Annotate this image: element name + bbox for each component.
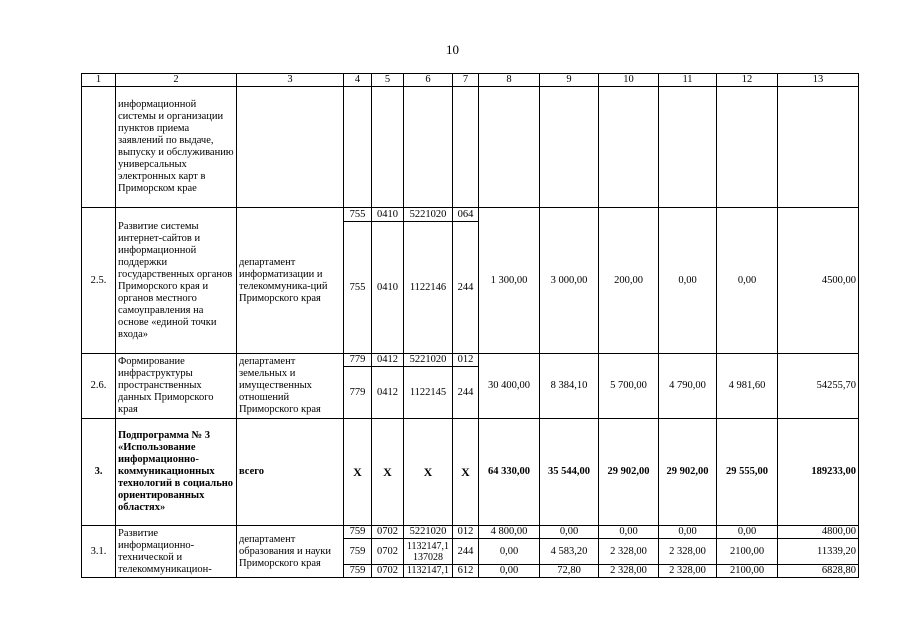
column-header: 3 xyxy=(237,74,344,87)
budget-table xyxy=(81,73,859,578)
value-cell: 8 384,10 xyxy=(540,354,599,419)
subprogram-name-cell: Подпрограмма № 3 «Использование информационно-коммуникационных технологий в социально ориентированных областях» xyxy=(116,419,237,526)
value-cell: 0,00 xyxy=(479,565,540,578)
column-header: 4 xyxy=(344,74,372,87)
column-header: 13 xyxy=(778,74,859,87)
code-cell: 5221020 xyxy=(404,208,453,222)
code-cell: 755 xyxy=(344,208,372,222)
column-header: 9 xyxy=(540,74,599,87)
code-cell: 1132147,1 137028 xyxy=(404,539,453,565)
code-cell: 755 xyxy=(344,222,372,354)
code-cell: 0410 xyxy=(372,222,404,354)
table-row xyxy=(82,87,859,208)
value-cell: 0,00 xyxy=(599,526,659,539)
column-header: 6 xyxy=(404,74,453,87)
value-cell: 4 800,00 xyxy=(479,526,540,539)
value-cell: 0,00 xyxy=(659,208,717,354)
value-cell: 0,00 xyxy=(717,208,778,354)
value-cell: 0,00 xyxy=(540,526,599,539)
column-header: 11 xyxy=(659,74,717,87)
column-header: 5 xyxy=(372,74,404,87)
code-cell: 0702 xyxy=(372,565,404,578)
value-cell: 4500,00 xyxy=(778,208,859,354)
measure-name-cell: информационной системы и организации пунктов приема заявлений по выдаче, выпуску и обслуживанию универсальных электронных карт в Приморском крае xyxy=(116,87,237,208)
code-cell: 759 xyxy=(344,565,372,578)
code-cell: 612 xyxy=(453,565,479,578)
value-cell: 2 328,00 xyxy=(659,565,717,578)
column-header: 8 xyxy=(479,74,540,87)
page-number: 10 xyxy=(446,42,459,57)
code-cell: 779 xyxy=(344,354,372,367)
column-header: 7 xyxy=(453,74,479,87)
measure-name-cell: Развитие информационно-технической и телекоммуникацион- xyxy=(116,526,237,578)
column-header: 12 xyxy=(717,74,778,87)
code-cell: X xyxy=(372,419,404,526)
table-row xyxy=(82,208,859,222)
value-cell: 0,00 xyxy=(479,539,540,565)
value-cell: 35 544,00 xyxy=(540,419,599,526)
code-cell: 759 xyxy=(344,539,372,565)
measure-name-cell: Развитие системы интернет-сайтов и информационной поддержки государственных органов Приморского края и органов местного самоуправления на основе «единой точки входа» xyxy=(116,208,237,354)
table-row xyxy=(82,354,859,367)
code-cell: 0702 xyxy=(372,539,404,565)
value-cell: 2100,00 xyxy=(717,565,778,578)
code-cell: X xyxy=(344,419,372,526)
dept-cell: всего xyxy=(237,419,344,526)
row-number-cell: 3. xyxy=(82,419,116,526)
value-cell: 200,00 xyxy=(599,208,659,354)
column-header: 1 xyxy=(82,74,116,87)
code-cell: 012 xyxy=(453,354,479,367)
value-cell: 29 902,00 xyxy=(599,419,659,526)
code-cell: 244 xyxy=(453,367,479,419)
value-cell: 5 700,00 xyxy=(599,354,659,419)
value-cell: 3 000,00 xyxy=(540,208,599,354)
code-cell: 244 xyxy=(453,539,479,565)
code-cell: 0410 xyxy=(372,208,404,222)
value-cell: 4 583,20 xyxy=(540,539,599,565)
code-cell: 779 xyxy=(344,367,372,419)
code-cell: 0412 xyxy=(372,354,404,367)
row-number-cell: 2.5. xyxy=(82,208,116,354)
value-cell: 4800,00 xyxy=(778,526,859,539)
value-cell: 29 902,00 xyxy=(659,419,717,526)
value-cell: 64 330,00 xyxy=(479,419,540,526)
value-cell: 1 300,00 xyxy=(479,208,540,354)
code-cell: 5221020 xyxy=(404,526,453,539)
row-number-cell: 2.6. xyxy=(82,354,116,419)
code-cell: 5221020 xyxy=(404,354,453,367)
table-row-subprogram xyxy=(82,419,859,526)
code-cell: 012 xyxy=(453,526,479,539)
dept-cell: департамент земельных и имущественных отношений Приморского края xyxy=(237,354,344,419)
code-cell: 0412 xyxy=(372,367,404,419)
dept-cell: департамент образования и науки Приморского края xyxy=(237,526,344,578)
value-cell: 2 328,00 xyxy=(659,539,717,565)
value-cell: 6828,80 xyxy=(778,565,859,578)
code-cell: X xyxy=(404,419,453,526)
value-cell: 0,00 xyxy=(659,526,717,539)
row-number-cell xyxy=(82,87,116,208)
code-cell: 244 xyxy=(453,222,479,354)
value-cell: 54255,70 xyxy=(778,354,859,419)
dept-cell xyxy=(237,87,344,208)
value-cell: 11339,20 xyxy=(778,539,859,565)
column-header: 10 xyxy=(599,74,659,87)
value-cell: 72,80 xyxy=(540,565,599,578)
row-number-cell: 3.1. xyxy=(82,526,116,578)
table-row xyxy=(82,526,859,539)
dept-cell: департамент информатизации и телекоммуника-ций Приморского края xyxy=(237,208,344,354)
code-cell: 1132147,1 xyxy=(404,565,453,578)
value-cell: 29 555,00 xyxy=(717,419,778,526)
code-cell: 1122145 xyxy=(404,367,453,419)
value-cell: 2 328,00 xyxy=(599,565,659,578)
value-cell: 0,00 xyxy=(717,526,778,539)
value-cell: 2100,00 xyxy=(717,539,778,565)
value-cell: 4 790,00 xyxy=(659,354,717,419)
value-cell: 189233,00 xyxy=(778,419,859,526)
value-cell: 30 400,00 xyxy=(479,354,540,419)
code-cell: X xyxy=(453,419,479,526)
column-header: 2 xyxy=(116,74,237,87)
value-cell: 2 328,00 xyxy=(599,539,659,565)
value-cell: 4 981,60 xyxy=(717,354,778,419)
code-cell: 1122146 xyxy=(404,222,453,354)
code-cell: 759 xyxy=(344,526,372,539)
column-number-row xyxy=(82,74,859,87)
code-cell: 0702 xyxy=(372,526,404,539)
code-cell: 064 xyxy=(453,208,479,222)
measure-name-cell: Формирование инфраструктуры пространственных данных Приморского края xyxy=(116,354,237,419)
